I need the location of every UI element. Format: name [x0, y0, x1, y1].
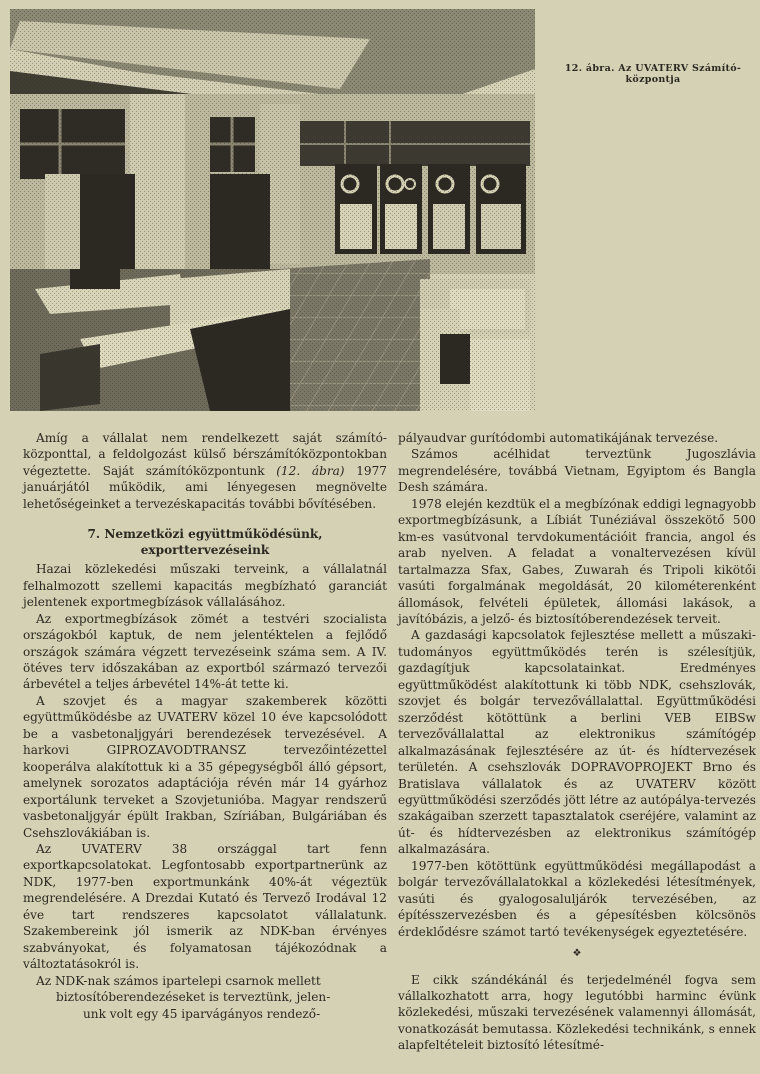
paragraph: Az NDK-nak számos ipartelepi csarnok mellett: [36, 973, 321, 988]
paragraph: Hazai közlekedési műszaki terveink, a vállalatnál felhalmozott szellemi kapacitás megbízható garanciát jelentenek exportmegbízások vállalásához.: [23, 562, 387, 610]
paragraph: A szovjet és a magyar szakemberek közötti együttműködésbe az UVATERV közel 10 éve kapcsolódott be a vasbetonaljgyári berendezések tervezésével. A harkovi GIPROZAVODTRANSZ tervezőintézettel kooperálva alakítottuk ki a 35 gépegységből álló gépsort, amelynek sorozatos adaptációja révén már 14 gyárhoz exportálunk terveket a Szovjetunióba. Magyar rendszerű vasbetonaljgyár épült Irakban, Szíriában, Bulgáriában és Csehszlovákiában is.: [23, 693, 387, 840]
heading-line: exporttervezéseink: [140, 543, 270, 558]
figure-reference: (12. ábra): [276, 463, 345, 478]
paragraph-text: 1977 januárjától működik, ami lényegesen megnövelte lehetőségeinket a tervezéskapacitás további bővítésében.: [23, 463, 388, 511]
caption-line: 12. ábra. Az UVATERV Számító-: [564, 63, 742, 74]
caption-line: központja: [625, 74, 681, 85]
paragraph: 1977-ben kötöttünk együttműködési megállapodást a bolgár tervezővállalatokkal a közlekedési létesítmények, vasúti és gyalogosaluljárók tervezésében, az építésszervezésben és a gépesítésben kölcsönös érdeklődésre számot tartó tevékenységek egyeztetésére.: [398, 858, 756, 939]
paragraph: Számos acélhidat terveztünk Jugoszlávia megrendelésére, továbbá Vietnam, Egyiptom és Bangla Desh számára.: [398, 447, 756, 495]
paragraph: Az exportmegbízások zömét a testvéri szocialista országokból kaptuk, de nem jelentéktelen a fejlődő országok számára végzett tervezéseink száma sem. A IV. ötéves terv időszakában az exportból származó tervezői árbevétel a teljes árbevétel 14%-át tette ki.: [23, 611, 387, 692]
computer-center-photo: [10, 9, 535, 411]
figure-caption: [548, 63, 758, 85]
heading-line: 7. Nemzetközi együttműködésünk,: [87, 527, 323, 542]
paragraph: Az UVATERV 38 országgal tart fenn exportkapcsolatokat. Legfontosabb exportpartnerünk az NDK, 1977-ben exportmunkánk 40%-át végeztük megrendelésére. A Drezdai Kutató és Tervező Irodával 12 éve tart rendszeres kapcsolatot vállalatunk. Szakembereink jól ismerik az NDK-ban érvényes szabványokat, és folyamatosan tájékozódnak a változtatásokról is.: [23, 841, 387, 972]
left-column: [23, 430, 387, 1022]
section-heading: [23, 526, 387, 558]
paragraph: [23, 430, 387, 512]
paragraph: pályaudvar gurítódombi automatikájának tervezése.: [398, 431, 719, 445]
paragraph-line: unk volt egy 45 iparvágányos rendező-: [83, 1006, 321, 1021]
section-separator-icon: ❖: [572, 948, 582, 960]
paragraph: A gazdasági kapcsolatok fejlesztése mellett a műszaki-tudományos együttműködés terén is szélesítjük, gazdagítjuk kapcsolatainkat. Eredményes együttműködést alakítottunk ki több NDK, csehszlovák, szovjet és bolgár tervezővállalattal. Együttműködési szerződést kötöttünk a berlini VEB EIBSw tervezővállalattal az elektronikus számítógép alkalmazásának fejlesztésére az út- és hídtervezések területén. A csehszlovák DOPRAVOPROJEKT Brno és Bratislava vállalatok és az UVATERV között együttműködési szerződés jött létre az autópálya-tervezés szakágaiban szerzett tapasztalatok cseréjére, valamint az út- és hídtervezésben az elektronikus számítógép alkalmazására.: [398, 628, 756, 857]
paragraph: 1978 elején kezdtük el a megbízónak eddigi legnagyobb exportmegbízásunk, a Líbiát Tunéziával összekötő 500 km-es vasútvonal tervdokumentációit francia, angol és arab nyelven. A feladat a vonaltervezésen kívül tartalmazza Sfax, Gabes, Zuwarah és Tripoli kikötői vasúti forgalmának megoldását, 20 kilométerenként állomások, felvételi épületek, állomási lakások, a javítóbázis, a jelző- és biztosítóberendezések terveit.: [398, 496, 756, 626]
right-column: [398, 430, 756, 1054]
paragraph-text: Amíg a vállalat nem rendelkezett saját számító-központtal, a feldolgozást külső bérszámítóközpontokban végeztette. Saját számítóközpontunk: [23, 431, 387, 478]
figure-photo: [10, 9, 535, 411]
paragraph: E cikk szándékánál és terjedelménél fogva sem vállalkozhatott arra, hogy legutóbbi harminc évünk közlekedési, műszaki tervezésének valamennyi állomását, vonatkozását bemutassa. Közlekedési technikánk, s ennek alapfeltételeit biztosító létesítmé-: [398, 972, 756, 1053]
paragraph-line: biztosítóberendezéseket is terveztünk, jelen-: [56, 990, 331, 1005]
